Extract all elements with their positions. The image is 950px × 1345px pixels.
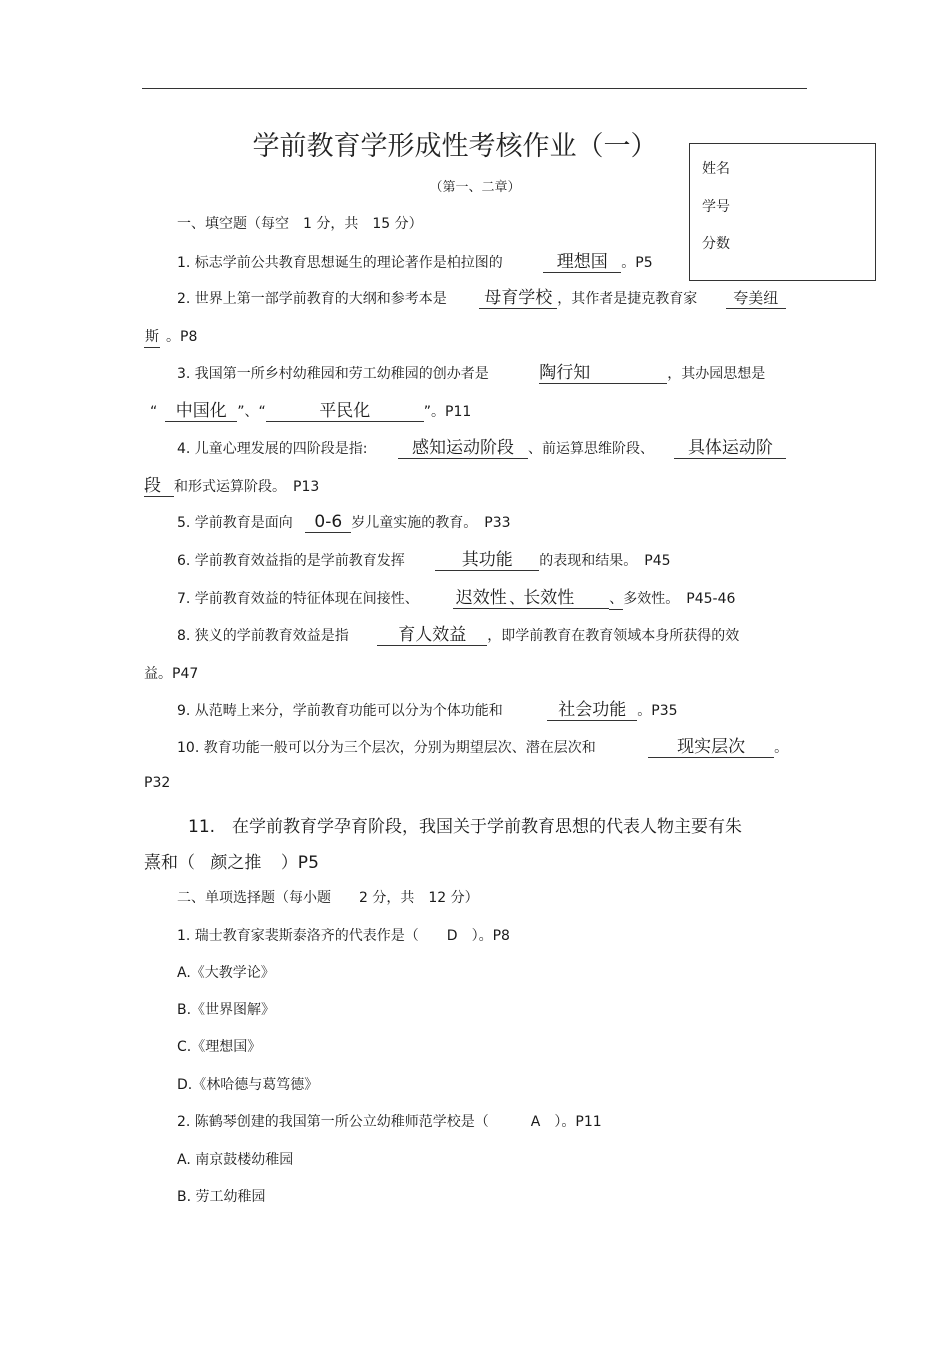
question-text: 2. 世界上第一部学前教育的大纲和参考本是 [177,291,447,307]
mc-question-1: 1. 瑞士教育家裴斯泰洛齐的代表作是（ D ）。P8 [177,928,510,944]
student-info-box [689,143,876,281]
mc-option: D.《林哈德与葛笃德》 [177,1077,319,1093]
mc-option: C.《理想国》 [177,1039,262,1055]
answer-blank: 斯 [144,327,160,348]
question-tail: 的表现和结果。 P45 [539,553,671,569]
question-6 [177,550,671,571]
answer-blank: 迟效性 [453,588,509,609]
answer-blank: 平民化 [266,401,424,422]
answer-blank: 理想国 [543,252,621,273]
question-tail: ，即学前教育在教育领域本身所获得的效 [487,628,740,644]
page-subtitle: （第一、二章） [429,180,521,195]
question-7 [177,588,735,610]
mc-option: B.《世界图解》 [177,1002,276,1018]
answer-text: 颜之推 [210,853,262,873]
question-tail: 。 [774,740,789,756]
question-11: 11. 在学前教育学孕育阶段，我国关于学前教育思想的代表人物主要有朱 [188,817,743,837]
question-1 [177,252,653,273]
question-4 [177,438,786,459]
question-8 [177,625,739,646]
answer-blank: 陶行知 [539,363,667,384]
question-text-mid: ，其办园思想是 [667,366,766,382]
question-4-cont [144,476,319,497]
question-text: 1. 标志学前公共教育思想诞生的理论著作是柏拉图的 [177,255,503,271]
question-5 [177,512,511,533]
question-tail: ）P5 [280,853,319,873]
question-text: 熹和（ [144,853,195,873]
answer-blank: 其功能 [435,550,539,571]
question-tail: 。P8 [166,329,198,345]
question-text: 4. 儿童心理发展的四阶段是指: [177,441,368,457]
question-2 [177,288,786,309]
question-11-cont [144,848,319,873]
mc-option: B. 劳工幼稚园 [177,1189,266,1205]
quote-sep: ”、“ [237,404,266,420]
question-text: 5. 学前教育是面向 [177,515,293,531]
answer-blank: 育人效益 [377,625,487,646]
answer-blank: 夸美纽 [726,288,786,309]
mc-option: A.《大教学论》 [177,965,275,981]
question-tail: 。P5 [621,255,653,271]
question-text: 10. 教育功能一般可以分为三个层次，分别为期望层次、潜在层次和 [177,740,596,756]
question-10-cont: P32 [144,775,171,791]
question-tail: ”。P11 [423,404,472,420]
question-10 [177,737,788,758]
question-tail: 。P35 [637,703,678,719]
answer-separator: 、 [609,589,623,610]
section-heading-fill: 一、填空题（每空 1 分，共 15 分） [177,216,423,232]
question-text: 3. 我国第一所乡村幼稚园和劳工幼稚园的创办者是 [177,366,489,382]
answer-blank: 段 [144,476,174,497]
header-rule [142,88,807,89]
question-tail: 多效性。 P45-46 [623,591,736,607]
question-text-mid: ，其作者是捷克教育家 [557,291,698,307]
question-text: 6. 学前教育效益指的是学前教育发挥 [177,553,405,569]
section-heading-choice: 二、单项选择题（每小题 2 分，共 12 分） [177,890,479,906]
question-8-cont: 益。P47 [144,666,199,682]
mc-option: A. 南京鼓楼幼稚园 [177,1152,294,1168]
answer-blank: 感知运动阶段 [398,438,528,459]
question-text-mid: 、前运算思维阶段、 [527,441,654,457]
answer-blank: 具体运动阶 [674,438,786,459]
quote-mark: “ [150,404,158,420]
question-text: 8. 狭义的学前教育效益是指 [177,628,349,644]
question-3 [177,363,765,384]
answer-blank: 母育学校 [479,288,557,309]
answer-blank: 社会功能 [547,700,637,721]
question-text: 9. 从范畴上来分，学前教育功能可以分为个体功能和 [177,703,503,719]
id-label: 学号 [702,199,730,215]
answer-separator: 、 [509,589,525,607]
answer-blank: 长效性 [523,588,609,609]
score-label: 分数 [702,236,730,252]
mc-question-2: 2. 陈鹤琴创建的我国第一所公立幼稚师范学校是（ A ）。P11 [177,1114,602,1130]
answer-blank: 现实层次 [648,737,774,758]
question-tail: 和形式运算阶段。 P13 [174,479,320,495]
question-tail: 岁儿童实施的教育。 P33 [351,515,511,531]
question-9 [177,700,678,721]
name-label: 姓名 [702,161,730,177]
page-title: 学前教育学形成性考核作业（一） [252,131,658,162]
answer-blank: 0-6 [305,512,351,533]
question-3-cont [150,401,471,422]
question-2-cont [144,326,197,348]
answer-blank: 中国化 [165,401,237,422]
question-text: 7. 学前教育效益的特征体现在间接性、 [177,591,419,607]
